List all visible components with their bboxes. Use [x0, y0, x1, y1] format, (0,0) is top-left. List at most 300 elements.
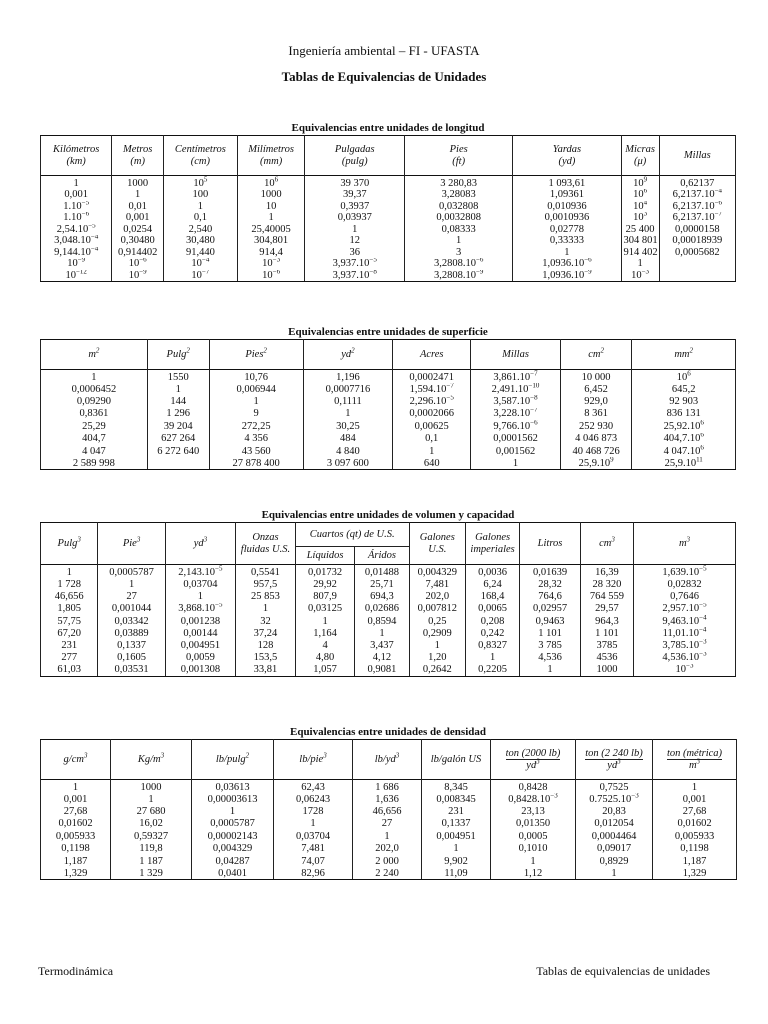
table-cell: $10^6$ [237, 176, 305, 190]
table-cell: 1 [147, 383, 209, 395]
table-cell: 2 240 [353, 867, 422, 879]
column-header: $cm^2$ [560, 340, 632, 370]
table-cell: 0,0005787 [192, 818, 274, 830]
table-cell: $4,536.10^{-3}$ [634, 652, 736, 664]
table-cell: 964,3 [580, 615, 633, 627]
table-cell: 0,03531 [98, 664, 165, 676]
table-longitud [40, 135, 736, 282]
table-row [41, 408, 736, 420]
column-header: lb/pie$^3$ [274, 740, 353, 780]
table-cell: 10,76 [209, 370, 303, 384]
table-cell: 3 280,83 [405, 176, 513, 190]
column-header: Acres [393, 340, 471, 370]
table-cell: $10^{-7}$ [164, 270, 238, 282]
table-cell: $6,2137.10^{-6}$ [659, 201, 735, 213]
table-cell: 4 047.10$^6$ [632, 445, 736, 457]
table-cell: 3 097 600 [303, 457, 393, 469]
table-cell: 1 [112, 189, 164, 201]
table-cell: 0,001 [41, 793, 111, 805]
table-cell: $10^{-6}$ [112, 258, 164, 270]
table-cell: 43 560 [209, 445, 303, 457]
column-header: Micras (μ) [621, 136, 659, 176]
column-header: $yd^2$ [303, 340, 393, 370]
table-cell: 0,08333 [405, 224, 513, 236]
table-cell: 0,010936 [513, 201, 621, 213]
table-cell: 27 [98, 590, 165, 602]
table-cell: 4 840 [303, 445, 393, 457]
table-row [41, 615, 736, 627]
table-row [41, 395, 736, 407]
table-cell: 1 [164, 201, 238, 213]
column-group-header: Cuartos (qt) de U.S. [295, 523, 409, 547]
table-cell: 1 [305, 224, 405, 236]
table-section-superficie [40, 325, 736, 470]
table-cell: 0,0002471 [393, 370, 471, 384]
table-cell: 0,0065 [465, 603, 519, 615]
footer-right: Tablas de equivalencias de unidades [536, 964, 710, 978]
table-cell: 304,801 [237, 235, 305, 247]
table-cell: 1 [41, 370, 148, 384]
column-header: Pies$^2$ [209, 340, 303, 370]
table-cell: 4 046 873 [560, 433, 632, 445]
column-header: $m^3$ [634, 523, 736, 565]
column-header: Millas [471, 340, 561, 370]
table-section-densidad [40, 725, 736, 880]
table-cell: $10^{-4}$ [164, 258, 238, 270]
table-cell: 0,2205 [465, 664, 519, 676]
table-cell: 7,481 [409, 578, 465, 590]
table-cell: $1,594.10^{-7}$ [393, 383, 471, 395]
table-cell: 2,540 [164, 224, 238, 236]
table-row [41, 270, 736, 282]
table-row [41, 433, 736, 445]
table-cell: $3,048.10^{-4}$ [41, 235, 112, 247]
table-cell: 914,4 [237, 247, 305, 259]
table-row [41, 627, 736, 639]
column-header: $yd^3$ [165, 523, 235, 565]
column-header: Milímetros (mm) [237, 136, 305, 176]
table-cell: 6,452 [560, 383, 632, 395]
table-cell: 231 [422, 805, 491, 817]
table-cell: 61,03 [41, 664, 98, 676]
table-cell: 4536 [580, 652, 633, 664]
column-header: Pulg$^3$ [41, 523, 98, 565]
table-row [41, 420, 736, 432]
table-cell: 1 [111, 793, 192, 805]
table-cell: 1 [165, 590, 235, 602]
table-cell: 1,12 [491, 867, 576, 879]
table-cell: 36 [305, 247, 405, 259]
table-cell: 6,24 [465, 578, 519, 590]
table-cell: 144 [147, 395, 209, 407]
table-cell: 0,001 [653, 793, 737, 805]
table-cell: 0,03342 [98, 615, 165, 627]
table-cell: 10 [237, 201, 305, 213]
table-cell: 0,06243 [274, 793, 353, 805]
table-cell: 1 [471, 457, 561, 469]
table-cell: 807,9 [295, 590, 355, 602]
table-cell: 0,03704 [165, 578, 235, 590]
table-cell: 1 [353, 830, 422, 842]
table-cell: $3,861.10^{-7}$ [471, 370, 561, 384]
table-cell: $1,639.10^{-5}$ [634, 565, 736, 579]
table-row [41, 383, 736, 395]
table-cell: 0,7646 [634, 590, 736, 602]
table-cell: 0,1337 [422, 818, 491, 830]
table-cell: 1 [209, 395, 303, 407]
table-cell: 484 [303, 433, 393, 445]
table-cell: $10^6$ [621, 189, 659, 201]
table-cell: $0.7525.10^{-3}$ [576, 793, 653, 805]
table-row [41, 639, 736, 651]
table-cell: 12 [305, 235, 405, 247]
table-cell: 3785 [580, 639, 633, 651]
table-section-volumen [40, 508, 736, 677]
table-row [41, 189, 736, 201]
table-cell: 202,0 [353, 843, 422, 855]
table-cell: $11,01.10^{-4}$ [634, 627, 736, 639]
table-cell: 1 728 [41, 578, 98, 590]
table-cell: $3,785.10^{-3}$ [634, 639, 736, 651]
table-cell: 1,187 [653, 855, 737, 867]
table-cell: 0,012054 [576, 818, 653, 830]
table-cell: 27 [353, 818, 422, 830]
table-cell: 46,656 [41, 590, 98, 602]
table-cell: $3,937.10^{-5}$ [305, 258, 405, 270]
table-cell: 764,6 [520, 590, 581, 602]
table-cell: 0,0005787 [98, 565, 165, 579]
table-cell: 23,13 [491, 805, 576, 817]
table-cell: 929,0 [560, 395, 632, 407]
table-cell: $1,0936.10^{-9}$ [513, 270, 621, 282]
column-header: lb/pulg$^2$ [192, 740, 274, 780]
table-cell: 128 [236, 639, 296, 651]
table-cell: 25,40005 [237, 224, 305, 236]
table-cell: 0,005933 [653, 830, 737, 842]
table-cell: 1,636 [353, 793, 422, 805]
table-cell: 694,3 [355, 590, 409, 602]
table-cell: 4 047 [41, 445, 148, 457]
table-cell: 0,01602 [653, 818, 737, 830]
table-cell: 0,09017 [576, 843, 653, 855]
table-cell: $2,491.10^{-10}$ [471, 383, 561, 395]
table-cell: 1 [653, 780, 737, 794]
table-superficie [40, 339, 736, 470]
table-cell: 1 [274, 818, 353, 830]
table-row [41, 457, 736, 469]
table-cell: 9 [209, 408, 303, 420]
table-cell: $3,587.10^{-8}$ [471, 395, 561, 407]
table-cell: 27 680 [111, 805, 192, 817]
table-cell: 0,032808 [405, 201, 513, 213]
table-cell: 91,440 [164, 247, 238, 259]
table-cell: 0,0401 [192, 867, 274, 879]
table-cell: 0,0036 [465, 565, 519, 579]
table-cell: 168,4 [465, 590, 519, 602]
table-cell: 0,004951 [165, 639, 235, 651]
table-cell: $10^{-6}$ [237, 270, 305, 282]
table-cell: 153,5 [236, 652, 296, 664]
table-cell: 1 [236, 603, 296, 615]
table-cell: 11,09 [422, 867, 491, 879]
table-cell: 1 686 [353, 780, 422, 794]
table-cell: 28,32 [520, 578, 581, 590]
table-row [41, 793, 737, 805]
table-cell: 30,480 [164, 235, 238, 247]
table-cell: 1,187 [41, 855, 111, 867]
table-cell: 0,914402 [112, 247, 164, 259]
table-cell: 0,0010936 [513, 212, 621, 224]
table-cell: 1 [576, 867, 653, 879]
table-row [41, 370, 736, 384]
table-cell: 1 [405, 235, 513, 247]
table-cell: 0,03704 [274, 830, 353, 842]
table-cell: 0,01488 [355, 565, 409, 579]
table-cell: 764 559 [580, 590, 633, 602]
table-cell: $10^{-9}$ [41, 258, 112, 270]
table-cell: 4 356 [209, 433, 303, 445]
table-cell: 29,92 [295, 578, 355, 590]
table-cell: 404,7 [41, 433, 148, 445]
table-cell: 0,00003613 [192, 793, 274, 805]
table-cell: 0,1198 [653, 843, 737, 855]
column-header: ton (2000 lb) $yd^3$ [491, 740, 576, 780]
table-row [41, 565, 736, 579]
table-cell: 0,001044 [98, 603, 165, 615]
column-header: Pie$^3$ [98, 523, 165, 565]
table-cell: 0,03125 [295, 603, 355, 615]
column-header: Galones imperiales [465, 523, 519, 565]
table-cell: 914 402 [621, 247, 659, 259]
table-cell: 0,02957 [520, 603, 581, 615]
table-cell: 1,196 [303, 370, 393, 384]
table-cell: 0,00018939 [659, 235, 735, 247]
table-cell: 1 [41, 565, 98, 579]
table-row [41, 258, 736, 270]
table-cell: 0,005933 [41, 830, 111, 842]
column-header: Pulg$^2$ [147, 340, 209, 370]
table-cell: 0,25 [409, 615, 465, 627]
table-cell: 8,345 [422, 780, 491, 794]
table-cell: 25,71 [355, 578, 409, 590]
table-row [41, 235, 736, 247]
table-cell: 0,8929 [576, 855, 653, 867]
column-header: Líquidos [295, 547, 355, 565]
table-cell: 231 [41, 639, 98, 651]
column-header: $mm^2$ [632, 340, 736, 370]
table-cell: 0,1337 [98, 639, 165, 651]
table-cell: 836 131 [632, 408, 736, 420]
table-cell: $10^4$ [621, 201, 659, 213]
table-row [41, 780, 737, 794]
table-row [41, 590, 736, 602]
table-cell: 0,01602 [41, 818, 111, 830]
table-cell: 4,536 [520, 652, 581, 664]
table-cell: $2,54.10^{-5}$ [41, 224, 112, 236]
table-row [41, 578, 736, 590]
table-cell: $9,144.10^{-4}$ [41, 247, 112, 259]
table-cell: 0,1010 [491, 843, 576, 855]
table-cell: 1000 [237, 189, 305, 201]
table-cell: 0,008345 [422, 793, 491, 805]
table-cell: 0,2909 [409, 627, 465, 639]
table-cell: 0,001562 [471, 445, 561, 457]
table-cell: 0,007812 [409, 603, 465, 615]
table-cell: $3,2808.10^{-9}$ [405, 270, 513, 282]
table-cell: $10^5$ [164, 176, 238, 190]
table-cell: 1,20 [409, 652, 465, 664]
column-header: lb/galón US [422, 740, 491, 780]
table-cell: 82,96 [274, 867, 353, 879]
table-cell: 1 [41, 780, 111, 794]
table-row [41, 855, 737, 867]
table-cell: 640 [393, 457, 471, 469]
table-cell: 0,03937 [305, 212, 405, 224]
table-cell: 1 [465, 652, 519, 664]
table-cell: 1 [520, 664, 581, 676]
table-cell: 0,1111 [303, 395, 393, 407]
table-cell: 1000 [111, 780, 192, 794]
table-cell: 32 [236, 615, 296, 627]
table-volumen [40, 522, 736, 677]
table-cell: 3,28083 [405, 189, 513, 201]
table-cell: $2,296.10^{-5}$ [393, 395, 471, 407]
table-cell: 29,57 [580, 603, 633, 615]
table-cell: 92 903 [632, 395, 736, 407]
table-cell: 27 878 400 [209, 457, 303, 469]
table-cell: 0,0005682 [659, 247, 735, 259]
table-cell: 1 [303, 408, 393, 420]
table-cell: 1,329 [653, 867, 737, 879]
table-cell: $10^{-12}$ [41, 270, 112, 282]
table-cell: 277 [41, 652, 98, 664]
table-cell: 0,001238 [165, 615, 235, 627]
table-cell: 1 187 [111, 855, 192, 867]
column-header: Yardas (yd) [513, 136, 621, 176]
table-cell: 0,30480 [112, 235, 164, 247]
table-title: Equivalencias entre unidades de densidad [289, 726, 486, 738]
table-cell: 8 361 [560, 408, 632, 420]
table-cell: 0,02686 [355, 603, 409, 615]
document-title: Tablas de Equivalencias de Unidades [281, 69, 487, 84]
table-cell: $1.10^{-6}$ [41, 212, 112, 224]
table-cell: 1,329 [41, 867, 111, 879]
table-cell: 0,0006452 [41, 383, 148, 395]
table-cell: 0,0004464 [576, 830, 653, 842]
table-cell: 1550 [147, 370, 209, 384]
column-header: $cm^3$ [580, 523, 633, 565]
column-header: Litros [520, 523, 581, 565]
table-cell: 1000 [112, 176, 164, 190]
table-cell: 74,07 [274, 855, 353, 867]
table-cell: 3 [405, 247, 513, 259]
table-row [41, 603, 736, 615]
table-title: Equivalencias entre unidades de superficie [288, 326, 488, 338]
table-cell: 6 272 640 [147, 445, 209, 457]
table-cell: 1 [355, 627, 409, 639]
table-cell: 1 [409, 639, 465, 651]
table-cell: 0,62137 [659, 176, 735, 190]
table-cell: 0,001 [112, 212, 164, 224]
column-header: ton (métrica) $m^3$ [653, 740, 737, 780]
table-row [41, 247, 736, 259]
table-cell: 1728 [274, 805, 353, 817]
table-cell: $9,766.10^{-6}$ [471, 420, 561, 432]
table-cell [659, 270, 735, 282]
table-cell: $1,0936.10^{-6}$ [513, 258, 621, 270]
table-cell: $3,2808.10^{-6}$ [405, 258, 513, 270]
table-row [41, 176, 736, 190]
table-cell [659, 258, 735, 270]
table-cell: 1 [422, 843, 491, 855]
table-cell: 1000 [580, 664, 633, 676]
table-cell: $2,957.10^{-5}$ [634, 603, 736, 615]
column-header: Galones U.S. [409, 523, 465, 565]
table-cell: 1 [237, 212, 305, 224]
table-cell: 0,0254 [112, 224, 164, 236]
table-cell: $0,8428.10^{-3}$ [491, 793, 576, 805]
table-cell: 0,001 [41, 189, 112, 201]
table-cell: 0,1605 [98, 652, 165, 664]
table-cell: 0,03889 [98, 627, 165, 639]
table-cell: 0,01350 [491, 818, 576, 830]
table-row [41, 843, 737, 855]
table-cell: 0,0059 [165, 652, 235, 664]
table-cell: 0,004329 [192, 843, 274, 855]
table-cell: 40 468 726 [560, 445, 632, 457]
table-title: Equivalencias entre unidades de longitud [291, 122, 485, 134]
table-cell: 272,25 [209, 420, 303, 432]
table-cell: $1.10^{-5}$ [41, 201, 112, 213]
table-cell: 0,04287 [192, 855, 274, 867]
table-section-longitud [40, 121, 736, 282]
table-cell: 0,02832 [634, 578, 736, 590]
table-cell: 1 296 [147, 408, 209, 420]
table-cell: 4,80 [295, 652, 355, 664]
table-cell: 37,24 [236, 627, 296, 639]
table-row [41, 224, 736, 236]
column-header: Onzas fluidas U.S. [236, 523, 296, 565]
table-cell: 3 785 [520, 639, 581, 651]
table-cell: $10^6$ [632, 370, 736, 384]
table-cell: 0,1 [393, 433, 471, 445]
table-cell: 4 [295, 639, 355, 651]
table-cell: 0,2642 [409, 664, 465, 676]
table-cell: 39 204 [147, 420, 209, 432]
table-cell: 0,1 [164, 212, 238, 224]
table-cell: 67,20 [41, 627, 98, 639]
table-cell: 1 093,61 [513, 176, 621, 190]
table-cell: 0,8361 [41, 408, 148, 420]
table-row [41, 664, 736, 676]
table-cell: 57,75 [41, 615, 98, 627]
table-cell: 25,92.10$^6$ [632, 420, 736, 432]
table-cell: 0,01 [112, 201, 164, 213]
table-cell: 62,43 [274, 780, 353, 794]
table-cell: 0,004951 [422, 830, 491, 842]
table-cell: 20,83 [576, 805, 653, 817]
table-row [41, 805, 737, 817]
table-cell: $6,2137.10^{-7}$ [659, 212, 735, 224]
table-cell: 4,12 [355, 652, 409, 664]
table-cell: 119,8 [111, 843, 192, 855]
table-cell: 0,242 [465, 627, 519, 639]
table-cell: 46,656 [353, 805, 422, 817]
column-header: ton (2 240 lb) $yd^3$ [576, 740, 653, 780]
table-cell: 0,0005 [491, 830, 576, 842]
table-cell: $9,463.10^{-4}$ [634, 615, 736, 627]
table-cell [147, 457, 209, 469]
